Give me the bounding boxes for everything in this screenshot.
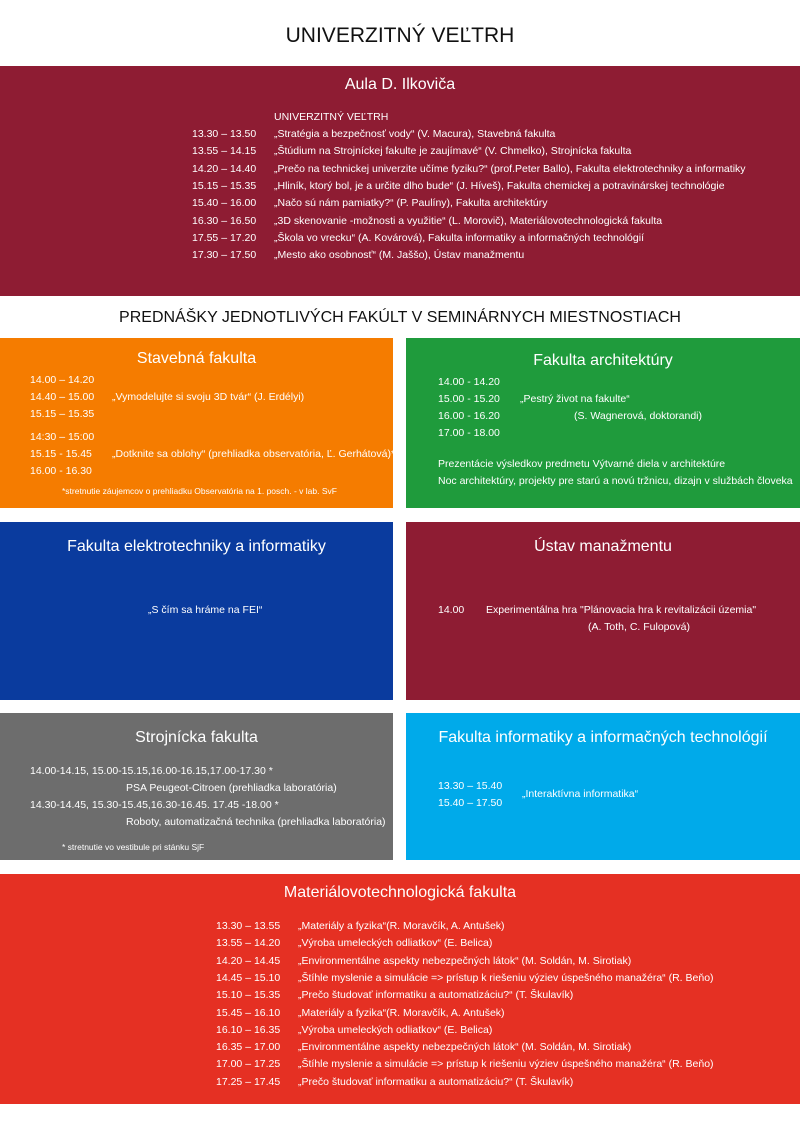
schedule-time: 13.30 – 13.50: [192, 128, 257, 140]
mtf-panel: [0, 874, 800, 1104]
page-title: UNIVERZITNÝ VEĽTRH: [285, 24, 515, 47]
aula-heading: UNIVERZITNÝ VEĽTRH: [274, 111, 389, 123]
schedule-time: 17.30 – 17.50: [192, 249, 257, 262]
aula-panel: [0, 66, 800, 296]
svf-time: 14:30 – 15:00: [30, 431, 95, 443]
fiit-title: Fakulta informatiky a informačných technológií: [438, 729, 768, 746]
schedule-time: 15.15 – 15.35: [192, 179, 257, 192]
schedule-time: 15.45 – 16.10: [216, 1006, 281, 1019]
svf-time: 14.40 – 15.00: [30, 391, 95, 403]
sjf-times-1: 14.00-14.15, 15.00-15.15,16.00-16.15,17.00-17.30 *: [30, 765, 273, 777]
section-subtitle: PREDNÁŠKY JEDNOTLIVÝCH FAKÚLT V SEMINÁRNYCH MIESTNOSTIACH: [119, 309, 681, 326]
schedule-talk: „Stratégia a bezpečnosť vody“ (V. Macura), Stavebná fakulta: [274, 128, 556, 140]
svf-time: 14.00 – 14.20: [30, 374, 95, 386]
svf-time: 15.15 – 15.35: [30, 408, 95, 420]
schedule-talk: „Prečo študovať informatiku a automatizáciu?“ (T. Škulavík): [298, 989, 574, 1002]
schedule-time: 14.20 – 14.45: [216, 954, 281, 967]
schedule-time: 16.10 – 16.35: [216, 1023, 281, 1036]
fa-title: Fakulta architektúry: [533, 352, 673, 369]
schedule-talk: „Štúdium na Strojníckej fakulte je zaujímavé“ (V. Chmelko), Strojnícka fakulta: [274, 145, 632, 158]
svf-talk-1: „Vymodelujte si svoju 3D tvár“ (J. Erdélyi): [112, 391, 305, 403]
schedule-time: 14.20 – 14.40: [192, 162, 257, 175]
fa-extra-2: Noc architektúry, projekty pre starú a novú tržnicu, dizajn v službách človeka: [438, 475, 793, 487]
um-time: 14.00: [438, 604, 465, 616]
schedule-time: 13.30 – 13.55: [216, 920, 281, 932]
fa-time: 16.00 - 16.20: [438, 410, 500, 422]
fei-talk: „S čím sa hráme na FEI“: [148, 604, 263, 616]
fa-time: 17.00 - 18.00: [438, 427, 500, 439]
schedule-time: 17.00 – 17.25: [216, 1058, 281, 1071]
schedule-talk: „Štíhle myslenie a simulácie => prístup k riešeniu výziev úspešného manažéra“ (R. Beňo): [298, 971, 714, 984]
schedule-talk: „3D skenovanie -možnosti a využitie“ (L. Morovič), Materiálovotechnologická fakulta: [274, 214, 663, 227]
svf-time: 16.00 - 16.30: [30, 465, 92, 477]
fa-speaker: (S. Wagnerová, doktorandi): [574, 410, 703, 422]
fa-panel: [406, 338, 800, 508]
schedule-time: 16.35 – 17.00: [216, 1041, 281, 1054]
aula-title: Aula D. Ilkoviča: [344, 76, 456, 93]
schedule-time: 15.40 – 16.00: [192, 197, 257, 210]
schedule-time: 13.55 – 14.15: [192, 145, 257, 158]
um-speaker: (A. Toth, C. Fulopová): [588, 621, 690, 633]
schedule-talk: „Výroba umeleckých odliatkov“ (E. Belica): [298, 1023, 493, 1036]
svf-note: *stretnutie záujemcov o prehliadku Observatória na 1. posch. - v lab. SvF: [62, 486, 337, 496]
schedule-talk: „Výroba umeleckých odliatkov“ (E. Belica): [298, 937, 493, 950]
schedule-time: 13.55 – 14.20: [216, 937, 281, 950]
svf-title: Stavebná fakulta: [136, 350, 257, 367]
schedule-time: 14.45 – 15.10: [216, 971, 281, 984]
um-panel: [406, 522, 800, 700]
schedule-talk: „Škola vo vrecku“ (A. Kovárová), Fakulta informatiky a informačných technológií: [274, 231, 644, 244]
fei-title: Fakulta elektrotechniky a informatiky: [67, 538, 326, 555]
schedule-time: 15.10 – 15.35: [216, 989, 281, 1002]
schedule-time: 16.30 – 16.50: [192, 214, 257, 227]
fiit-time: 15.40 – 17.50: [438, 797, 503, 809]
fiit-time: 13.30 – 15.40: [438, 780, 503, 792]
fa-talk: „Pestrý život na fakulte“: [520, 393, 630, 405]
fei-panel: [0, 522, 393, 700]
schedule-talk: „Materiály a fyzika“(R. Moravčík, A. Antušek): [298, 1006, 505, 1019]
svf-panel: [0, 338, 396, 508]
schedule-talk: „Mesto ako osobnosť“ (M. Jaššo), Ústav manažmentu: [274, 249, 525, 262]
fa-time: 14.00 - 14.20: [438, 376, 500, 388]
sjf-panel: [0, 713, 393, 860]
schedule-talk: „Materiály a fyzika“(R. Moravčík, A. Antušek): [298, 920, 505, 932]
sjf-note: * stretnutie vo vestibule pri stánku SjF: [62, 842, 205, 852]
schedule-talk: „Prečo na technickej univerzite učíme fyziku?“ (prof.Peter Ballo), Fakulta elektrotechniky a informatiky: [274, 162, 746, 175]
svf-talk-2: „Dotknite sa oblohy“ (prehliadka observatória, Ľ. Gerhátová)*: [112, 448, 396, 460]
schedule-talk: „Načo sú nám pamiatky?“ (P. Paulíny), Fakulta architektúry: [274, 197, 548, 210]
um-talk: Experimentálna hra "Plánovacia hra k revitalizácii územia": [486, 604, 757, 616]
fa-extra-1: Prezentácie výsledkov predmetu Výtvarné diela v architektúre: [438, 458, 726, 470]
fa-time: 15.00 - 15.20: [438, 393, 500, 405]
schedule-talk: „Prečo študovať informatiku a automatizáciu?“ (T. Škulavík): [298, 1075, 574, 1088]
fiit-talk: „Interaktívna informatika“: [522, 788, 639, 800]
sjf-times-2: 14.30-14.45, 15.30-15.45,16.30-16.45. 17.45 -18.00 *: [30, 799, 279, 811]
schedule-talk: „Hliník, ktorý bol, je a určite dlho bude“ (J. Híveš), Fakulta chemickej a potravinárskej technológie: [274, 179, 725, 192]
schedule-talk: „Štíhle myslenie a simulácie => prístup k riešeniu výziev úspešného manažéra“ (R. Beňo): [298, 1058, 714, 1071]
um-title: Ústav manažmentu: [534, 538, 672, 555]
mtf-title: Materiálovotechnologická fakulta: [283, 884, 517, 901]
fiit-panel: [406, 713, 800, 860]
schedule-talk: „Environmentálne aspekty nebezpečných látok“ (M. Soldán, M. Sirotiak): [298, 1041, 632, 1054]
svf-time: 15.15 - 15.45: [30, 448, 92, 460]
schedule-talk: „Environmentálne aspekty nebezpečných látok“ (M. Soldán, M. Sirotiak): [298, 954, 632, 967]
sjf-desc-2: Roboty, automatizačná technika (prehliadka laboratória): [126, 816, 386, 828]
schedule-time: 17.25 – 17.45: [216, 1075, 281, 1088]
schedule-time: 17.55 – 17.20: [192, 231, 257, 244]
sjf-title: Strojnícka fakulta: [135, 729, 258, 746]
sjf-desc-1: PSA Peugeot-Citroen (prehliadka laboratória): [126, 782, 337, 794]
